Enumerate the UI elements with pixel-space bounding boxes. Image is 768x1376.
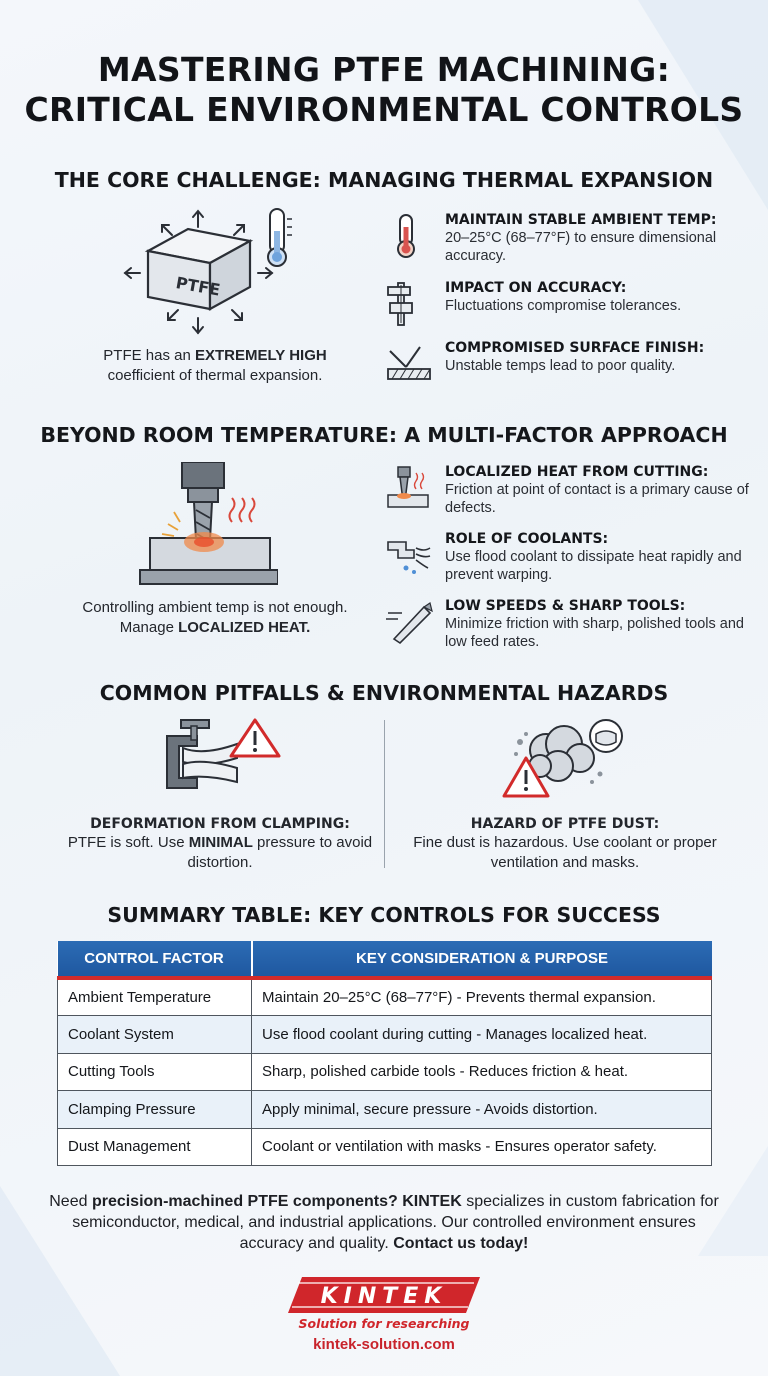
tip-localized-heat <box>384 463 756 523</box>
sharp-tool-icon <box>384 599 436 645</box>
section-title-multi-factor: BEYOND ROOM TEMPERATURE: A MULTI-FACTOR APPROACH <box>40 423 728 447</box>
table-row <box>58 1091 712 1129</box>
tip-body: Fluctuations compromise tolerances. <box>445 298 682 314</box>
page-title-line-1: MASTERING PTFE MACHINING: <box>97 50 671 89</box>
table-row <box>58 1053 712 1091</box>
tip-impact-on-accuracy <box>384 279 756 339</box>
cutting-heat-icon <box>384 465 436 511</box>
column-header: CONTROL FACTOR <box>58 941 252 978</box>
table-header-row <box>58 941 712 978</box>
pitfall-clamping <box>60 815 380 873</box>
website-link[interactable]: kintek-solution.com <box>313 1336 455 1353</box>
clamp-deformation-illustration <box>157 716 282 806</box>
tip-body: 20–25°C (68–77°F) to ensure dimensional accuracy. <box>445 230 717 264</box>
column-header: KEY CONSIDERATION & PURPOSE <box>252 941 712 978</box>
table-cell: Sharp, polished carbide tools - Reduces friction & heat. <box>252 1053 712 1091</box>
table-cell: Use flood coolant during cutting - Manages localized heat. <box>252 1016 712 1054</box>
ptfe-dust-illustration <box>496 716 626 806</box>
summary-table <box>57 941 712 1166</box>
table-row <box>58 1128 712 1166</box>
table-cell: Coolant System <box>58 1016 252 1054</box>
tip-body: Minimize friction with sharp, polished tools and low feed rates. <box>445 616 744 650</box>
tip-heading: LOW SPEEDS & SHARP TOOLS: <box>445 598 686 614</box>
pitfall-body: Fine dust is hazardous. Use coolant or proper ventilation and masks. <box>413 834 717 871</box>
tip-heading: ROLE OF COOLANTS: <box>445 531 609 547</box>
tip-heading: COMPROMISED SURFACE FINISH: <box>445 340 705 356</box>
table-cell: Cutting Tools <box>58 1053 252 1091</box>
section-title-summary-table: SUMMARY TABLE: KEY CONTROLS FOR SUCCESS <box>107 903 661 927</box>
ptfe-thermal-expansion-illustration <box>112 205 312 345</box>
thermometer-icon <box>268 209 292 266</box>
caliper-icon <box>384 281 436 327</box>
localized-heat-caption: Controlling ambient temp is not enough. Manage LOCALIZED HEAT. <box>82 599 348 636</box>
tip-body: Friction at point of contact is a primary cause of defects. <box>445 482 749 516</box>
kintek-logo[interactable] <box>284 1275 484 1315</box>
page-title <box>0 50 768 130</box>
coolant-nozzle-icon <box>384 532 436 578</box>
table-cell: Apply minimal, secure pressure - Avoids distortion. <box>252 1091 712 1129</box>
section-divider <box>384 720 385 868</box>
pitfall-ptfe-dust <box>405 815 725 873</box>
tip-role-of-coolants <box>384 530 756 590</box>
table-row <box>58 978 712 1016</box>
call-to-action: Need precision-machined PTFE components? KINTEK specializes in custom fabrication for semiconductor, medical, and industrial applications. Our controlled environment ensures accuracy and quality. Contact us today! <box>49 1193 719 1252</box>
tip-compromised-surface-finish <box>384 339 756 399</box>
table-cell: Dust Management <box>58 1128 252 1166</box>
tip-body: Use flood coolant to dissipate heat rapidly and prevent warping. <box>445 549 742 583</box>
pitfall-heading: HAZARD OF PTFE DUST: <box>470 816 660 832</box>
section-title-core-challenge: THE CORE CHALLENGE: MANAGING THERMAL EXPANSION <box>54 168 714 192</box>
thermal-expansion-caption: PTFE has an EXTREMELY HIGH coefficient of thermal expansion. <box>103 347 327 384</box>
table-cell: Ambient Temperature <box>58 978 252 1016</box>
ptfe-block-label: PTFE <box>174 273 222 300</box>
brand-tagline: Solution for researching <box>298 1316 470 1331</box>
contact-link[interactable]: Contact us today! <box>393 1235 529 1252</box>
pitfall-body: PTFE is soft. Use MINIMAL pressure to avoid distortion. <box>67 834 373 871</box>
tip-heading: LOCALIZED HEAT FROM CUTTING: <box>445 464 709 480</box>
surface-finish-icon <box>384 341 436 387</box>
table-cell: Coolant or ventilation with masks - Ensures operator safety. <box>252 1128 712 1166</box>
section-title-pitfalls: COMMON PITFALLS & ENVIRONMENTAL HAZARDS <box>99 681 669 705</box>
cutting-heat-illustration <box>138 462 278 590</box>
table-cell: Maintain 20–25°C (68–77°F) - Prevents thermal expansion. <box>252 978 712 1016</box>
tip-low-speeds-sharp-tools <box>384 597 756 657</box>
table-cell: Clamping Pressure <box>58 1091 252 1129</box>
page-title-line-2: CRITICAL ENVIRONMENTAL CONTROLS <box>24 90 744 129</box>
tip-body: Unstable temps lead to poor quality. <box>445 358 676 374</box>
tip-stable-ambient-temp <box>384 211 756 271</box>
logo-text: KINTEK <box>320 1284 448 1309</box>
pitfall-heading: DEFORMATION FROM CLAMPING: <box>90 816 350 832</box>
tip-heading: IMPACT ON ACCURACY: <box>445 280 627 296</box>
thermometer-icon <box>384 213 436 259</box>
table-row <box>58 1016 712 1054</box>
tip-heading: MAINTAIN STABLE AMBIENT TEMP: <box>445 212 717 228</box>
